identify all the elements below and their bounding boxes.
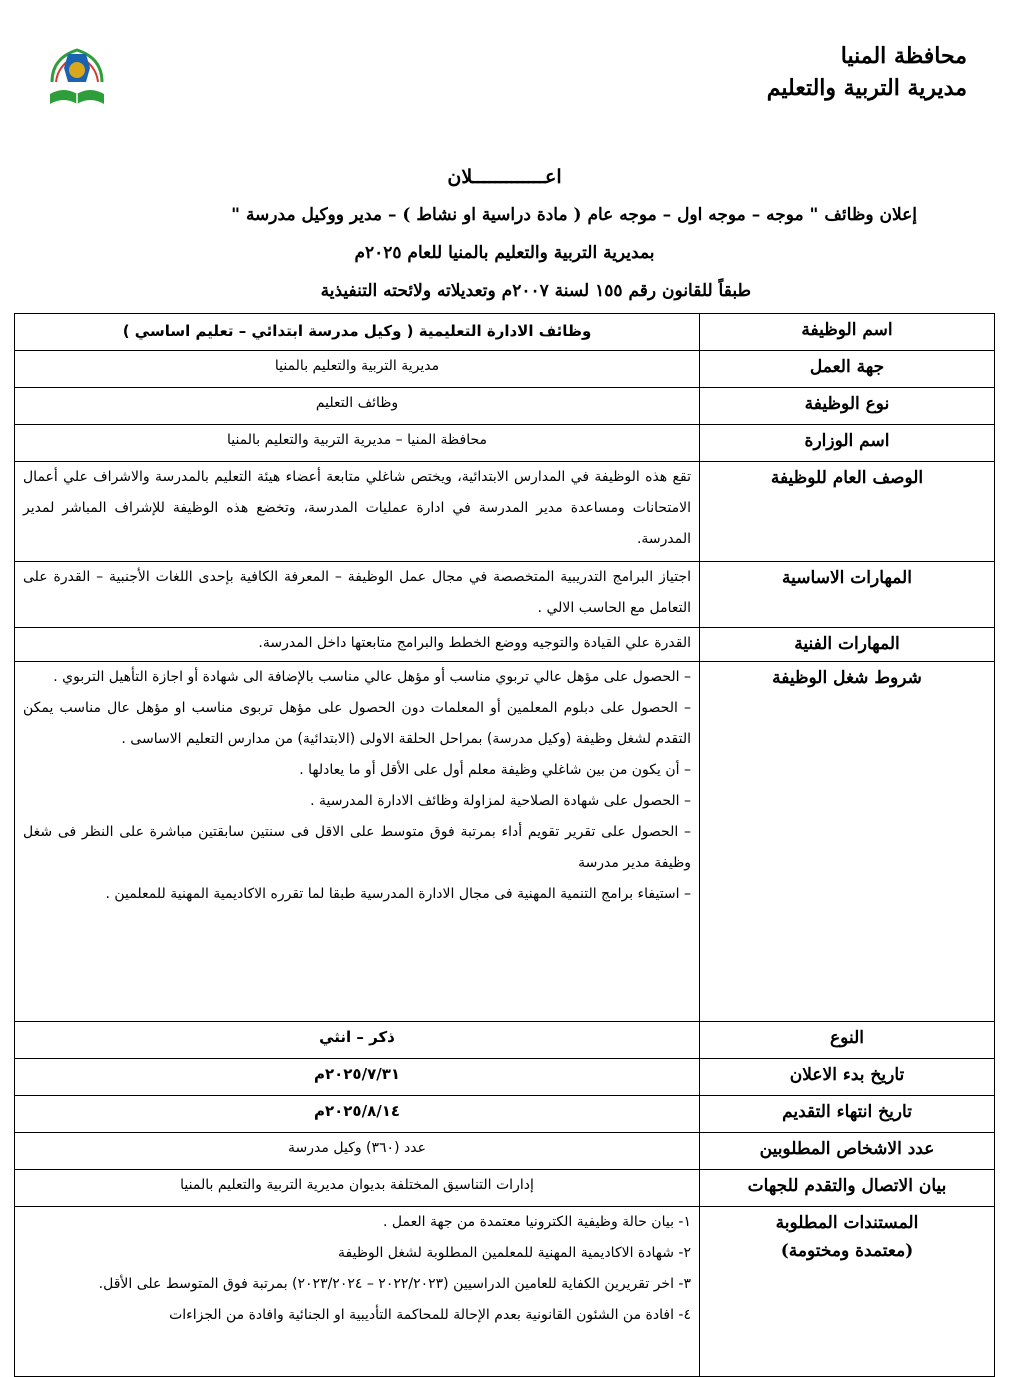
documents-label-note: (معتمدة ومختومة) xyxy=(780,1241,914,1261)
description-value: تقع هذه الوظيفة في المدارس الابتدائية، ويختص شاغلي متابعة أعضاء هيئة التعليم بالمدرسة والاشراف علي أعمال الامتحانات ومساعدة مدير المدرسة في ادارة عمليات المدرسة، وتخضع هذه الوظيفة للإشراف المباشر لمدير المدرسة. xyxy=(15,462,700,562)
documents-list xyxy=(15,1207,700,1377)
document-item: ٣- اخر تقريرين الكفاية للعامين الدراسيين (٢٠٢٢/٢٠٢٣ – ٢٠٢٣/٢٠٢٤) بمرتبة فوق المتوسط على الأقل. xyxy=(98,1276,691,1292)
table-row xyxy=(15,388,995,425)
table-row xyxy=(15,662,995,1022)
document-item: ٤- افادة من الشئون القانونية بعدم الإحالة للمحاكمة التأديبية او الجنائية وافادة من الجزاءات xyxy=(169,1307,691,1323)
job-type-label: نوع الوظيفة xyxy=(700,388,995,425)
start-date-value: ٢٠٢٥/٧/٣١م xyxy=(15,1059,700,1096)
basic-skills-value: اجتياز البرامج التدريبية المتخصصة في مجال عمل الوظيفة – المعرفة الكافية بإحدى اللغات الأجنبية – القدرة على التعامل مع الحاسب الالي . xyxy=(15,562,700,628)
table-row xyxy=(15,425,995,462)
announcement-heading: اعـــــــــــــلان xyxy=(447,166,562,188)
condition-item: – استيفاء برامج التنمية المهنية فى مجال الادارة المدرسية طبقا لما تقرره الاكاديمية المهنية للمعلمين . xyxy=(105,886,691,902)
end-date-label: تاريخ انتهاء التقديم xyxy=(700,1096,995,1133)
announcement-subject: إعلان وظائف " موجه – موجه اول – موجه عام ( مادة دراسية او نشاط ) – مدير ووكيل مدرسة " xyxy=(231,205,917,225)
condition-item: – الحصول على دبلوم المعلمين أو المعلمات دون الحصول على مؤهل تربوى مناسب او مؤهل عال مناسب يمكن التقدم لشغل وظيفة (وكيل مدرسة) بمراحل الحلقة الاولى (الابتدائية) من مدارس التعليم الاساسى . xyxy=(23,700,691,747)
conditions-list xyxy=(15,662,700,1022)
start-date-label: تاريخ بدء الاعلان xyxy=(700,1059,995,1096)
technical-skills-label: المهارات الفنية xyxy=(700,628,995,662)
table-row xyxy=(15,1170,995,1207)
table-row xyxy=(15,1022,995,1059)
announcement-directorate-year: بمديرية التربية والتعليم بالمنيا للعام ٢٠٢٥م xyxy=(354,243,655,263)
description-label: الوصف العام للوظيفة xyxy=(700,462,995,562)
contact-value: إدارات التناسيق المختلفة بديوان مديرية التربية والتعليم بالمنيا xyxy=(15,1170,700,1207)
ministry-label: اسم الوزارة xyxy=(700,425,995,462)
workplace-label: جهة العمل xyxy=(700,351,995,388)
directorate-logo-icon xyxy=(42,38,112,110)
table-row xyxy=(15,562,995,628)
gender-value: ذكر – انثي xyxy=(15,1022,700,1059)
contact-label: بيان الاتصال والتقدم للجهات xyxy=(700,1170,995,1207)
job-details-table xyxy=(14,313,995,1377)
job-name-value: وظائف الادارة التعليمية ( وكيل مدرسة ابتدائي – تعليم اساسي ) xyxy=(15,314,700,351)
required-count-label: عدد الاشخاص المطلوبين xyxy=(700,1133,995,1170)
required-count-value: عدد (٣٦٠) وكيل مدرسة xyxy=(15,1133,700,1170)
condition-item: – الحصول على مؤهل عالي تربوي مناسب أو مؤهل عالي مناسب بالإضافة الى شهادة أو اجازة التأهيل التربوي . xyxy=(53,669,691,685)
conditions-label: شروط شغل الوظيفة xyxy=(700,662,995,1022)
table-row xyxy=(15,628,995,662)
table-row xyxy=(15,1059,995,1096)
basic-skills-label: المهارات الاساسية xyxy=(700,562,995,628)
ministry-value: محافظة المنيا – مديرية التربية والتعليم بالمنيا xyxy=(15,425,700,462)
directorate-name: مديرية التربية والتعليم xyxy=(766,75,967,101)
table-row xyxy=(15,1133,995,1170)
table-row xyxy=(15,1096,995,1133)
gender-label: النوع xyxy=(700,1022,995,1059)
documents-label: المستندات المطلوبة xyxy=(775,1213,919,1233)
condition-item: – الحصول على تقرير تقويم أداء بمرتبة فوق متوسط على الاقل فى سنتين سابقتين مباشرة على النظر فى شغل وظيفة مدير مدرسة xyxy=(23,824,691,871)
document-item: ١- بيان حالة وظيفية الكترونيا معتمدة من جهة العمل . xyxy=(383,1214,691,1230)
technical-skills-value: القدرة علي القيادة والتوجيه ووضع الخطط والبرامج متابعتها داخل المدرسة. xyxy=(15,628,700,662)
table-row xyxy=(15,1207,995,1377)
job-type-value: وظائف التعليم xyxy=(15,388,700,425)
organization-header xyxy=(667,40,967,104)
condition-item: – الحصول على شهادة الصلاحية لمزاولة وظائف الادارة المدرسية . xyxy=(310,793,691,809)
governorate-name: محافظة المنيا xyxy=(840,43,967,69)
job-name-label: اسم الوظيفة xyxy=(700,314,995,351)
document-item: ٢- شهادة الاكاديمية المهنية للمعلمين المطلوبة لشغل الوظيفة xyxy=(338,1245,691,1261)
table-row xyxy=(15,462,995,562)
announcement-titles xyxy=(0,158,1009,310)
table-row xyxy=(15,351,995,388)
announcement-law-reference: طبقاً للقانون رقم ١٥٥ لسنة ٢٠٠٧م وتعديلاته ولائحته التنفيذية xyxy=(320,281,751,301)
documents-label-cell xyxy=(700,1207,995,1377)
table-row xyxy=(15,314,995,351)
end-date-value: ٢٠٢٥/٨/١٤م xyxy=(15,1096,700,1133)
condition-item: – أن يكون من بين شاغلي وظيفة معلم أول على الأقل أو ما يعادلها . xyxy=(299,762,691,778)
workplace-value: مديرية التربية والتعليم بالمنيا xyxy=(15,351,700,388)
